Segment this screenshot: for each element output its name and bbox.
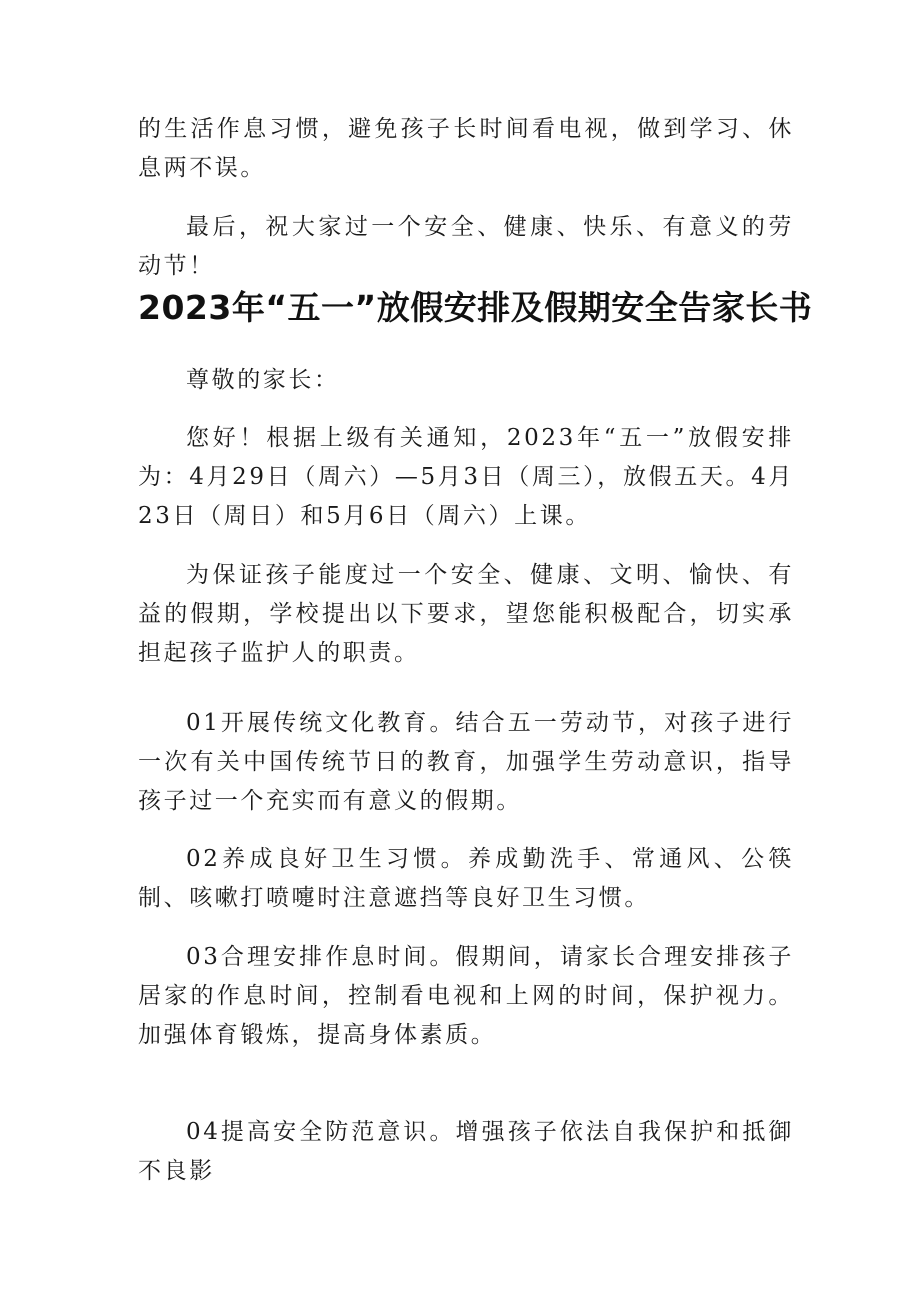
- salutation: 尊敬的家长：: [186, 367, 340, 393]
- closing-paragraph: 最后，祝大家过一个安全、健康、快乐、有意义的劳动节！: [138, 214, 794, 279]
- continuation-paragraph: 的生活作息习惯，避免孩子长时间看电视，做到学习、休息两不误。: [138, 116, 794, 181]
- item-01-paragraph: 01开展传统文化教育。结合五一劳动节，对孩子进行一次有关中国传统节日的教育，加强学生劳动意识，指导孩子过一个充实而有意义的假期。: [138, 710, 794, 814]
- item-04-paragraph: 04提高安全防范意识。增强孩子依法自我保护和抵御不良影: [138, 1119, 794, 1184]
- item-02-paragraph: 02养成良好卫生习惯。养成勤洗手、常通风、公筷制、咳嗽打喷嚏时注意遮挡等良好卫生习惯。: [138, 846, 794, 911]
- intro-paragraph: 为保证孩子能度过一个安全、健康、文明、愉快、有益的假期，学校提出以下要求，望您能积极配合，切实承担起孩子监护人的职责。: [138, 562, 794, 666]
- schedule-paragraph: 您好！根据上级有关通知，2023年“五一”放假安排为：4月29日（周六）—5月3日（周三），放假五天。4月23日（周日）和5月6日（周六）上课。: [138, 425, 794, 529]
- document-title: 2023年“五一”放假安排及假期安全告家长书: [138, 288, 813, 327]
- item-03-paragraph: 03合理安排作息时间。假期间，请家长合理安排孩子居家的作息时间，控制看电视和上网的时间，保护视力。加强体育锻炼，提高身体素质。: [138, 944, 794, 1048]
